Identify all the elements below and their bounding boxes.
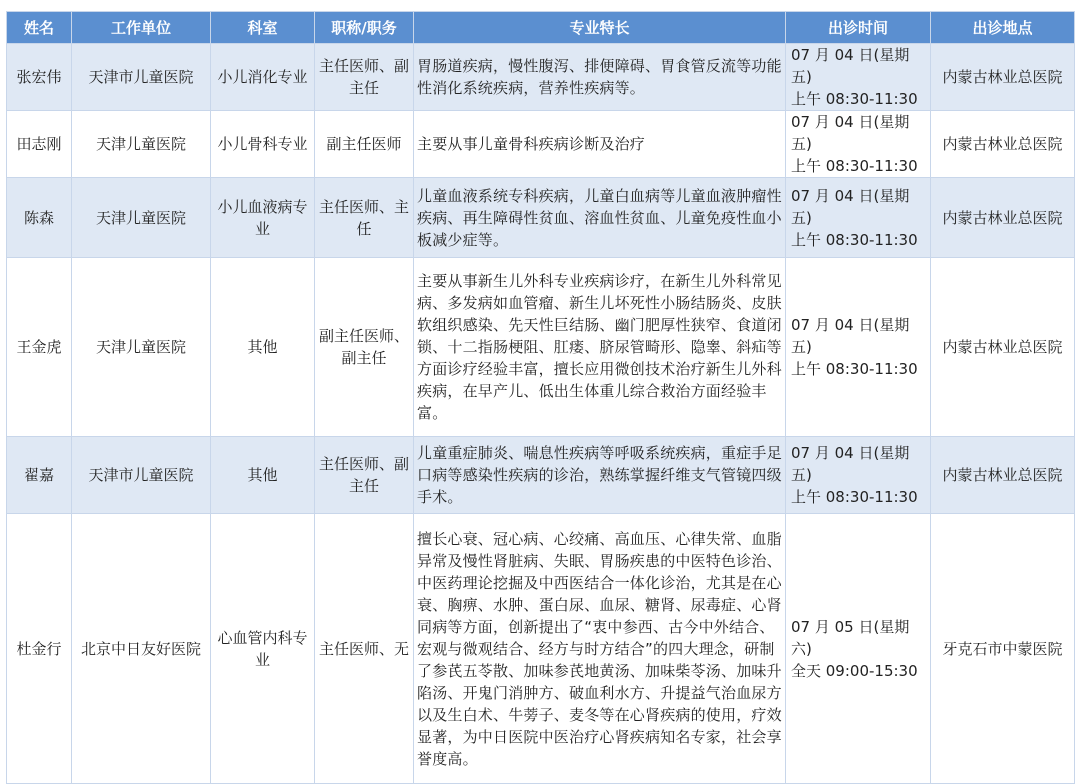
- cell-location: 内蒙古林业总医院: [931, 258, 1075, 437]
- cell-title: 主任医师、主任: [315, 178, 414, 258]
- cell-unit: 天津儿童医院: [72, 258, 211, 437]
- cell-specialty: 擅长心衰、冠心病、心绞痛、高血压、心律失常、血脂异常及慢性肾脏病、失眠、胃肠疾患的中医特色诊治、中医药理论挖掘及中西医结合一体化诊治，尤其是在心衰、胸痹、水肿、蛋白尿、血尿、糖肾、尿毒症、心肾同病等方面，创新提出了“衷中参西、古今中外结合、宏观与微观结合、经方与时方结合”的四大理念，研制了参芪五苓散、加味参芪地黄汤、加味柴苓汤、加味升陷汤、开鬼门消肿方、破血利水方、升提益气治血尿方以及生白术、牛蒡子、麦冬等在心肾疾病的使用，疗效显著，为中日医院中医治疗心肾疾病知名专家，社会享誉度高。: [414, 514, 786, 784]
- cell-time: [786, 258, 931, 437]
- cell-location: 内蒙古林业总医院: [931, 437, 1075, 514]
- table-row: [7, 514, 1075, 784]
- table-row: [7, 437, 1075, 514]
- cell-title: 主任医师、副主任: [315, 437, 414, 514]
- cell-name: 王金虎: [7, 258, 72, 437]
- cell-title: 主任医师、无: [315, 514, 414, 784]
- table-row: [7, 178, 1075, 258]
- schedule-table-container: [6, 11, 1074, 784]
- cell-unit: 天津儿童医院: [72, 178, 211, 258]
- cell-dept: 小儿消化专业: [211, 44, 315, 111]
- cell-name: 张宏伟: [7, 44, 72, 111]
- cell-hours: 上午 08:30-11:30: [791, 90, 918, 108]
- header-location: 出诊地点: [931, 12, 1075, 44]
- cell-date: 07 月 04 日(星期五): [791, 113, 910, 153]
- cell-unit: 北京中日友好医院: [72, 514, 211, 784]
- header-specialty: 专业特长: [414, 12, 786, 44]
- cell-time: [786, 111, 931, 178]
- cell-unit: 天津市儿童医院: [72, 44, 211, 111]
- header-unit: 工作单位: [72, 12, 211, 44]
- cell-specialty: 主要从事新生儿外科专业疾病诊疗，在新生儿外科常见病、多发病如血管瘤、新生儿坏死性小肠结肠炎、皮肤软组织感染、先天性巨结肠、幽门肥厚性狭窄、食道闭锁、十二指肠梗阻、肛瘘、脐尿管畸形、隐睾、斜疝等方面诊疗经验丰富，擅长应用微创技术治疗新生儿外科疾病，在早产儿、低出生体重儿综合救治方面经验丰富。: [414, 258, 786, 437]
- header-dept: 科室: [211, 12, 315, 44]
- cell-specialty: 儿童重症肺炎、喘息性疾病等呼吸系统疾病，重症手足口病等感染性疾病的诊治，熟练掌握纤维支气管镜四级手术。: [414, 437, 786, 514]
- cell-title: 副主任医师: [315, 111, 414, 178]
- cell-name: 陈森: [7, 178, 72, 258]
- cell-unit: 天津市儿童医院: [72, 437, 211, 514]
- cell-specialty: 主要从事儿童骨科疾病诊断及治疗: [414, 111, 786, 178]
- cell-name: 田志刚: [7, 111, 72, 178]
- cell-dept: 其他: [211, 258, 315, 437]
- cell-time: [786, 437, 931, 514]
- cell-specialty: 胃肠道疾病，慢性腹泻、排便障碍、胃食管反流等功能性消化系统疾病，营养性疾病等。: [414, 44, 786, 111]
- cell-date: 07 月 04 日(星期五): [791, 186, 910, 227]
- cell-location: 牙克石市中蒙医院: [931, 514, 1075, 784]
- cell-unit: 天津儿童医院: [72, 111, 211, 178]
- cell-date: 07 月 04 日(星期五): [791, 46, 910, 86]
- header-time: 出诊时间: [786, 12, 931, 44]
- header-name: 姓名: [7, 12, 72, 44]
- header-row: [7, 12, 1075, 44]
- cell-time: [786, 44, 931, 111]
- cell-dept: 其他: [211, 437, 315, 514]
- cell-date: 07 月 04 日(星期五): [791, 444, 910, 484]
- cell-hours: 上午 08:30-11:30: [791, 488, 918, 506]
- table-row: [7, 111, 1075, 178]
- cell-hours: 上午 08:30-11:30: [791, 360, 918, 378]
- cell-hours: 上午 08:30-11:30: [791, 230, 918, 249]
- cell-title: 主任医师、副主任: [315, 44, 414, 111]
- cell-name: 翟嘉: [7, 437, 72, 514]
- cell-dept: 心血管内科专业: [211, 514, 315, 784]
- cell-date: 07 月 04 日(星期五): [791, 316, 910, 356]
- table-row: [7, 44, 1075, 111]
- cell-date: 07 月 05 日(星期六): [791, 617, 910, 658]
- cell-time: [786, 514, 931, 784]
- cell-dept: 小儿骨科专业: [211, 111, 315, 178]
- cell-location: 内蒙古林业总医院: [931, 178, 1075, 258]
- cell-location: 内蒙古林业总医院: [931, 44, 1075, 111]
- cell-hours: 上午 08:30-11:30: [791, 157, 918, 175]
- cell-hours: 全天 09:00-15:30: [791, 661, 918, 680]
- cell-location: 内蒙古林业总医院: [931, 111, 1075, 178]
- cell-name: 杜金行: [7, 514, 72, 784]
- cell-dept: 小儿血液病专业: [211, 178, 315, 258]
- expert-schedule-table: [6, 11, 1075, 784]
- cell-specialty: 儿童血液系统专科疾病，儿童白血病等儿童血液肿瘤性疾病、再生障碍性贫血、溶血性贫血、儿童免疫性血小板减少症等。: [414, 178, 786, 258]
- table-row: [7, 258, 1075, 437]
- cell-title: 副主任医师、副主任: [315, 258, 414, 437]
- header-title: 职称/职务: [315, 12, 414, 44]
- cell-time: [786, 178, 931, 258]
